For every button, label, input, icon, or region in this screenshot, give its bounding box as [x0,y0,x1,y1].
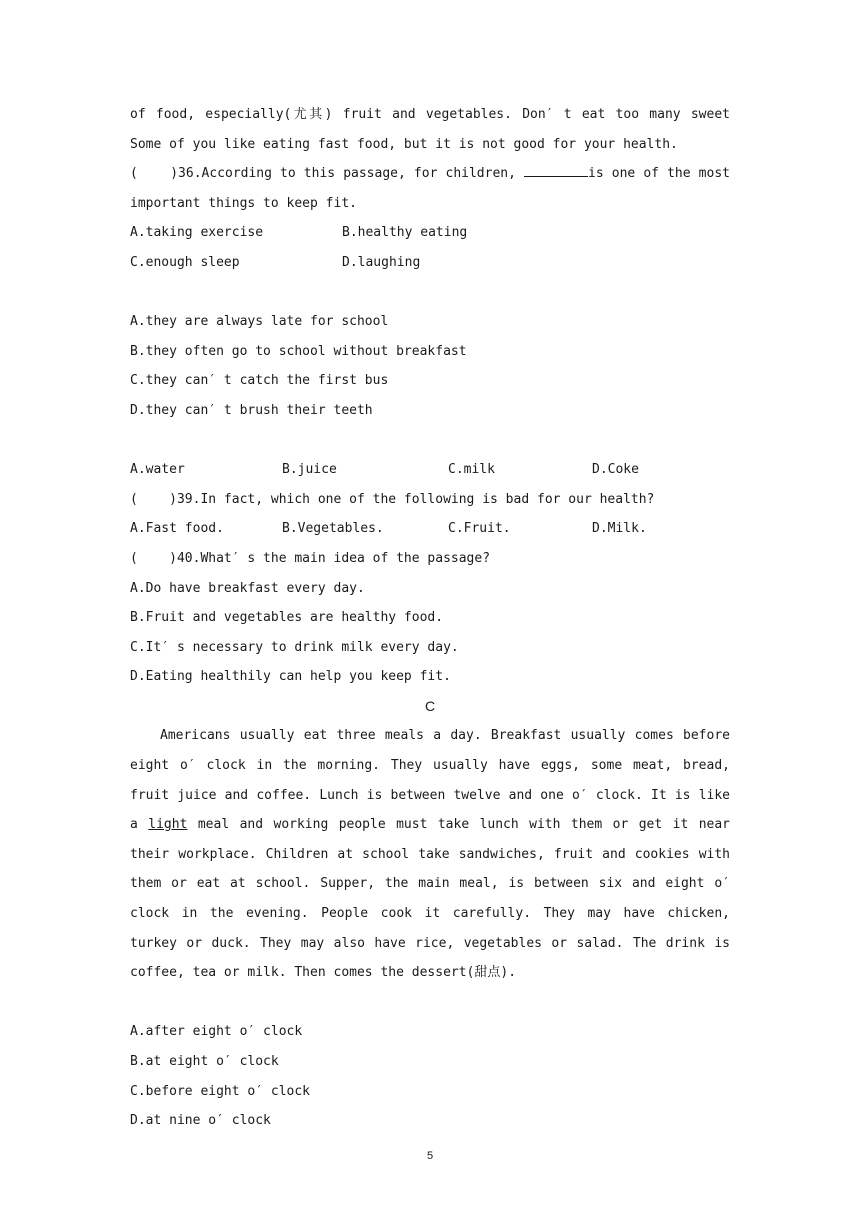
option-a: A.after eight o′ clock [130,1024,303,1040]
option-b: B.healthy eating [342,225,468,241]
passage-text: Americans usually eat three meals a day. Breakfast usually comes before eight o′ clock in the morning. They usually have eggs, some meat, bread, fruit juice and coffee. Lunch is between twelve and one o′ clock. It is like a [130,728,730,833]
option-d: D.Coke [592,462,639,478]
option-b: B.juice [282,462,337,478]
option-c: C.they can′ t catch the first bus [130,373,389,389]
option-b: B.at eight o′ clock [130,1054,279,1069]
options-row [130,455,730,485]
option-d: D.they can′ t brush their teeth [130,402,373,418]
option-c: C.It′ s necessary to drink milk every day. [130,639,459,655]
options-row [130,248,730,278]
question-stem: is one of the most [588,166,730,182]
option-a: A.taking exercise [130,225,264,241]
option-a: A.Fast food. [130,521,224,537]
option-a: A.they are always late for school [130,314,389,330]
question-39: ( )39.In fact, which one of the following is bad for our health? [130,491,655,507]
option-a: A.water [130,462,185,478]
option-b: B.they often go to school without breakfast [130,343,467,359]
question-stem-continued: important things to keep fit. [130,195,357,211]
option-b: B.Fruit and vegetables are healthy food. [130,610,444,626]
question-37 [130,278,730,308]
passage-paragraph [130,721,730,987]
passage-text-line: Some of you like eating fast food, but it is not good for your health. [130,136,678,152]
passage-text: meal and working people must take lunch with them or get it near their workplace. Children at school take sandwiches, fruit and cookies with them or eat at school. Supper, the main meal, is between six and eight o′ clock in the evening. People cook it carefully. They may have chicken, turkey or duck. They may also have rice, vegetables or salad. The drink is coffee, tea or milk. Then comes the dessert(甜点). [130,817,731,981]
option-a: A.Do have breakfast every day. [130,580,365,596]
page-number: 5 [426,1150,434,1162]
option-d: D.Milk. [592,521,647,537]
options-row [130,218,730,248]
option-c: C.Fruit. [448,521,511,537]
underlined-word: light [148,817,188,833]
option-d: D.Eating healthily can help you keep fit. [130,669,451,685]
question-36 [130,159,730,189]
option-c: C.before eight o′ clock [130,1083,311,1099]
answer-blank [524,162,588,177]
question-40: ( )40.What′ s the main idea of the passage? [130,550,491,566]
page-content [130,100,730,1136]
option-d: D.at nine o′ clock [130,1113,271,1129]
option-d: D.laughing [342,254,421,270]
passage-text-line: of food, especially(尤其) fruit and vegetables. Don′ t eat too many sweet [130,107,730,122]
question-41 [130,988,730,1018]
options-row [130,514,730,544]
question-38 [130,426,730,456]
option-c: C.milk [448,462,495,478]
option-c: C.enough sleep [130,254,240,270]
question-stem: ( )36.According to this passage, for children, [130,166,525,182]
section-heading: C [424,697,436,714]
option-b: B.Vegetables. [282,521,384,537]
